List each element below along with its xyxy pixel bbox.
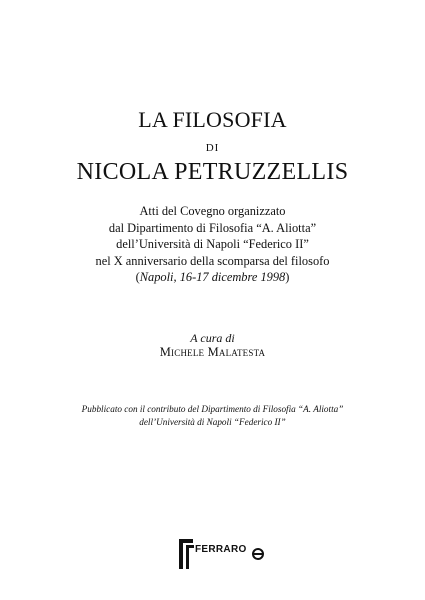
editor-label: A cura di	[190, 331, 235, 345]
date-close-paren: )	[285, 270, 290, 284]
publisher-note	[0, 403, 425, 429]
subtitle-line: dal Dipartimento di Filosofia “A. Aliotta”	[108, 220, 317, 235]
subtitle-date: Napoli, 16-17 dicembre 1998	[139, 270, 286, 284]
title-preposition: DI	[205, 142, 220, 154]
subtitle-line: Atti del Covegno organizzato	[139, 204, 286, 218]
publisher-logo	[177, 537, 267, 571]
editor-name: Michele Malatesta	[159, 345, 266, 359]
publisher-logo-text: FERRARO	[195, 544, 247, 555]
subtitle-date-line	[0, 269, 425, 286]
subtitle-block	[0, 203, 425, 286]
title-line-2: NICOLA PETRUZZELLIS	[76, 159, 349, 185]
publisher-note-line: dell’Università di Napoli “Federico II”	[139, 417, 286, 427]
title-line-1: LA FILOSOFIA	[138, 107, 287, 132]
date-open-paren: (	[135, 270, 140, 284]
subtitle-line: dell’Università di Napoli “Federico II”	[116, 237, 309, 251]
subtitle-line: nel X anniversario della scomparsa del filosofo	[95, 253, 330, 268]
publisher-note-line: Pubblicato con il contributo del Dipartimento di Filosofia “A. Aliotta”	[81, 404, 344, 414]
